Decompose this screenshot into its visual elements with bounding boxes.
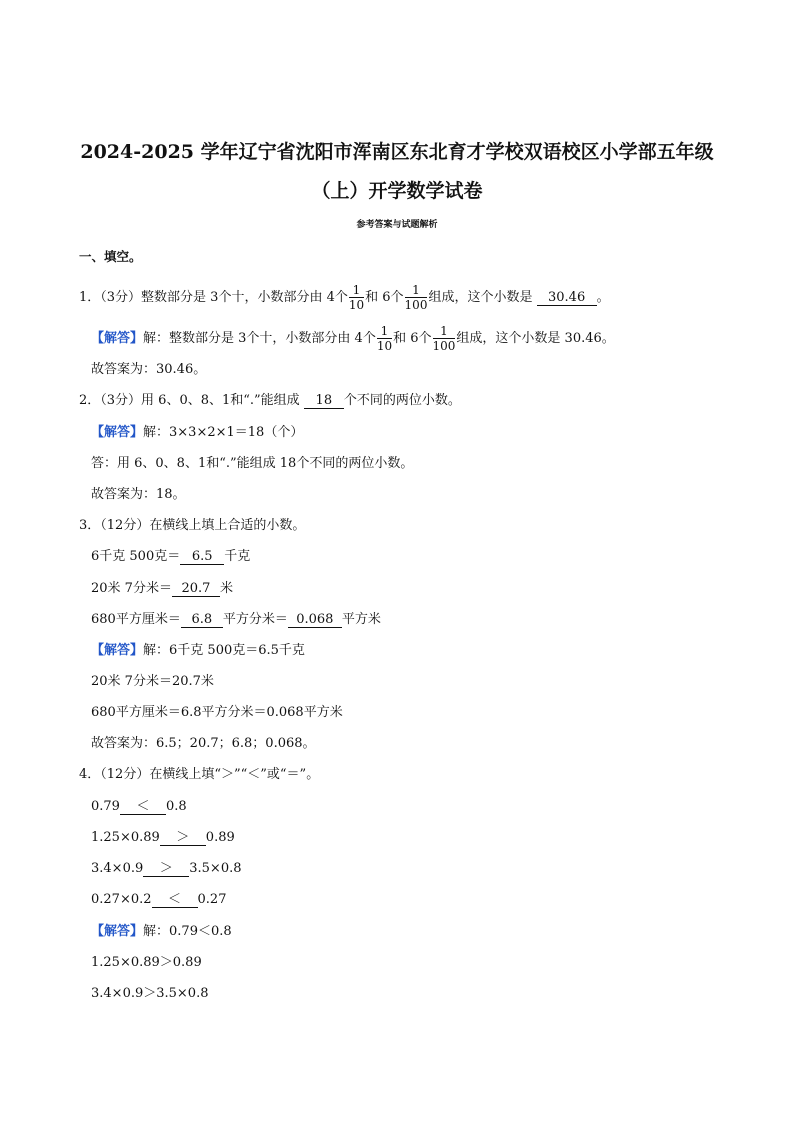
question-2 [79,392,461,410]
page-title: 2024-2025 学年辽宁省沈阳市浑南区东北育才学校双语校区小学部五年级 [80,141,714,163]
q3-final: 故答案为：6.5；20.7；6.8；0.068。 [91,736,316,751]
solution-tag: 【解答】 [91,331,144,346]
solution-text: 解：整数部分是 3个十，小数部分由 4个 [143,331,376,346]
q1-solution [91,324,615,353]
q4-solution-line3: 3.4×0.9＞3.5×0.8 [91,986,209,1001]
item-text: 20米 7分米＝ [91,581,172,596]
page-subtitle: 参考答案与试题解析 [356,220,438,230]
fraction [349,283,364,312]
answer-blank: ＜ [152,892,198,908]
q1-mid: 和 6个 [365,290,404,305]
item-text: 平方分米＝ [222,612,288,627]
answer-blank: 6.5 [180,549,224,565]
item-text: 3.4×0.9 [91,861,144,876]
section-heading: 一、填空。 [79,249,142,264]
q4-item-b [91,829,235,847]
question-1 [79,283,610,312]
solution-text: 解：0.79＜0.8 [143,924,232,939]
q4-item-c [91,860,242,878]
answer-blank: 6.8 [181,612,223,628]
item-text: 0.27×0.2 [91,892,152,907]
q1-prefix: 1．（3分）整数部分是 3个十，小数部分由 4个 [79,290,348,305]
q2-solution [91,424,303,442]
q2-reply: 答：用 6、0、8、1和“.”能组成 18个不同的两位小数。 [91,456,414,471]
question-3: 3．（12分）在横线上填上合适的小数。 [79,518,306,533]
solution-tag: 【解答】 [91,643,144,658]
item-text: 千克 [224,549,251,564]
answer-blank: 20.7 [172,581,220,597]
item-text: 0.79 [91,799,120,814]
item-text: 1.25×0.89 [91,830,160,845]
item-text: 米 [219,581,233,596]
q4-solution [91,923,232,941]
q4-item-d [91,891,226,909]
item-text: 3.5×0.8 [189,861,242,876]
q3-item-c [91,611,381,629]
q3-item-b [91,580,233,598]
q3-item-a [91,548,250,566]
solution-text: 组成，这个小数是 30.46。 [456,331,615,346]
q2-suffix: 个不同的两位小数。 [343,393,461,408]
solution-tag: 【解答】 [91,924,144,939]
item-text: 680平方厘米＝ [91,612,181,627]
q4-item-a [91,798,187,816]
page-title-line2: （上）开学数学试卷 [311,180,483,202]
solution-text: 解：6千克 500克＝6.5千克 [143,643,305,658]
item-text: 6千克 500克＝ [91,549,181,564]
fraction-denominator: 100 [432,339,456,353]
fraction-denominator: 10 [376,339,393,353]
answer-blank: 18 [304,393,344,409]
solution-tag: 【解答】 [91,425,144,440]
q2-final: 故答案为：18。 [91,487,186,502]
fraction [433,324,456,353]
fraction-numerator: 1 [349,283,364,298]
fraction [377,324,392,353]
fraction-numerator: 1 [377,324,392,339]
q3-solution-line2: 20米 7分米＝20.7米 [91,674,214,689]
answer-blank: ＜ [120,799,166,815]
answer-blank: ＞ [160,830,206,846]
q1-suffix: 组成，这个小数是 [428,290,533,305]
answer-blank: ＞ [143,861,189,877]
answer-blank: 0.068 [288,612,342,628]
q3-solution-line3: 680平方厘米＝6.8平方分米＝0.068平方米 [91,705,343,720]
answer-blank: 30.46 [537,290,597,306]
fraction [405,283,428,312]
q1-end: 。 [596,290,610,305]
q3-solution [91,642,305,660]
q1-final: 故答案为：30.46。 [91,362,207,377]
q2-prefix: 2．（3分）用 6、0、8、1和“.”能组成 [79,393,300,408]
fraction-numerator: 1 [433,324,456,339]
fraction-denominator: 100 [404,298,428,312]
item-text: 0.8 [165,799,187,814]
solution-text: 和 6个 [393,331,432,346]
solution-text: 解：3×3×2×1＝18（个） [143,425,304,440]
q4-solution-line2: 1.25×0.89＞0.89 [91,955,202,970]
question-4: 4．（12分）在横线上填“＞”“＜”或“＝”。 [79,767,320,782]
item-text: 0.27 [197,892,227,907]
item-text: 平方米 [341,612,381,627]
item-text: 0.89 [205,830,235,845]
fraction-numerator: 1 [405,283,428,298]
fraction-denominator: 10 [348,298,365,312]
